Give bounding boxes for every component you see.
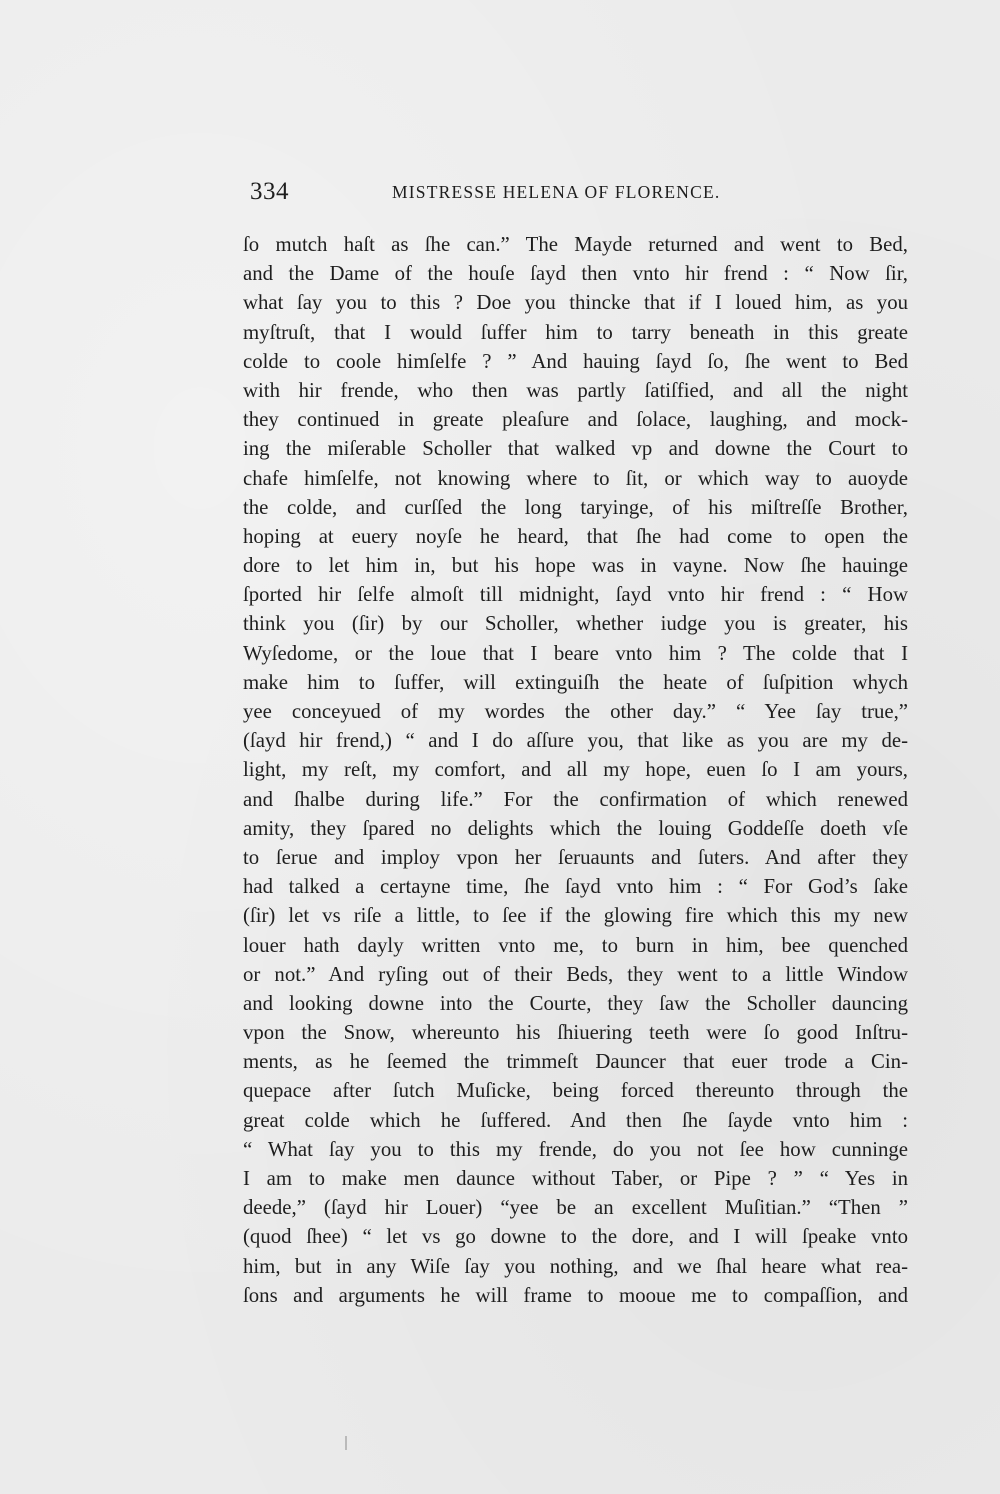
text-line: ſons and arguments he will frame to mooue me to compaſſion, and [243, 1283, 908, 1307]
text-line: Wyſedome, or the loue that I beare vnto him ? The colde that I [243, 641, 908, 665]
text-line: the colde, and curſſed the long taryinge, of his miſtreſſe Brother, [243, 495, 908, 519]
text-line: think you (ſir) by our Scholler, whether iudge you is greater, his [243, 612, 908, 636]
text-line: ſo mutch haſt as ſhe can.” The Mayde returned and went to Bed, [243, 233, 908, 256]
text-line: and the Dame of the houſe ſayd then vnto hir frend : “ Now ſir, [243, 262, 908, 286]
text-line: or not.” And ryſing out of their Beds, they went to a little Window [243, 962, 908, 986]
text-line: him, but in any Wiſe ſay you nothing, and we ſhal heare what rea- [243, 1254, 908, 1278]
text-line: ments, as he ſeemed the trimmeſt Dauncer that euer trode a Cin- [243, 1050, 908, 1074]
body-text [243, 230, 908, 1310]
text-line: yee conceyued of my wordes the other day.” “ Yee ſay true,” [243, 700, 908, 723]
text-line: louer hath dayly written vnto me, to burn in him, bee quenched [243, 933, 908, 957]
text-line: had talked a certayne time, ſhe ſayd vnto him : “ For God’s ſake [243, 875, 908, 899]
text-line: with hir frende, who then was partly ſatiſfied, and all the night [243, 378, 908, 402]
text-line: dore to let him in, but his hope was in vayne. Now ſhe hauinge [243, 554, 908, 578]
text-line: what ſay you to this ? Doe you thincke that if I loued him, as you [243, 291, 908, 315]
text-line: vpon the Snow, whereunto his ſhiuering teeth were ſo good Inſtru- [243, 1021, 908, 1045]
text-line: chafe himſelfe, not knowing where to ſit, or which way to auoyde [243, 466, 908, 490]
page-header [250, 178, 910, 208]
text-line: quepace after ſutch Muſicke, being forced thereunto through the [243, 1079, 908, 1103]
text-line: (ſir) let vs riſe a little, to ſee if the glowing fire which this my new [243, 904, 908, 928]
text-line: (quod ſhee) “ let vs go downe to the dore, and I will ſpeake vnto [243, 1225, 908, 1249]
text-line: colde to coole himſelfe ? ” And hauing ſayd ſo, ſhe went to Bed [243, 349, 908, 373]
text-line: amity, they ſpared no delights which the louing Goddeſſe doeth vſe [243, 816, 908, 840]
text-line: “ What ſay you to this my frende, do you not ſee how cunninge [243, 1137, 908, 1161]
running-title: MISTRESSE HELENA OF FLORENCE. [392, 182, 721, 202]
text-line: light, my reſt, my comfort, and all my hope, euen ſo I am yours, [243, 758, 908, 782]
text-line: (ſayd hir frend,) “ and I do aſſure you, that like as you are my de- [243, 729, 908, 753]
text-line: ſported hir ſelfe almoſt till midnight, ſayd vnto hir frend : “ How [243, 583, 908, 607]
text-line: hoping at euery noyſe he heard, that ſhe had come to open the [243, 524, 908, 548]
text-line: I am to make men daunce without Taber, or Pipe ? ” “ Yes in [243, 1167, 908, 1190]
page-number: 334 [250, 178, 289, 205]
text-line: myſtruſt, that I would ſuffer him to tarry beneath in this greate [243, 320, 908, 344]
text-line: make him to ſuffer, will extinguiſh the heate of ſuſpition whych [243, 670, 908, 694]
text-line: deede,” (ſayd hir Louer) “yee be an excellent Muſitian.” “Then ” [243, 1196, 908, 1220]
text-line: great colde which he ſuffered. And then ſhe ſayde vnto him : [243, 1108, 908, 1132]
paper-blemish [345, 1436, 347, 1450]
text-line: and ſhalbe during life.” For the confirmation of which renewed [243, 787, 908, 811]
text-line: ing the miſerable Scholler that walked vp and downe the Court to [243, 437, 908, 461]
text-line: to ſerue and imploy vpon her ſeruaunts and ſuters. And after they [243, 845, 908, 869]
text-line: and looking downe into the Courte, they ſaw the Scholler dauncing [243, 991, 908, 1015]
text-line: they continued in greate pleaſure and ſolace, laughing, and mock- [243, 408, 908, 432]
